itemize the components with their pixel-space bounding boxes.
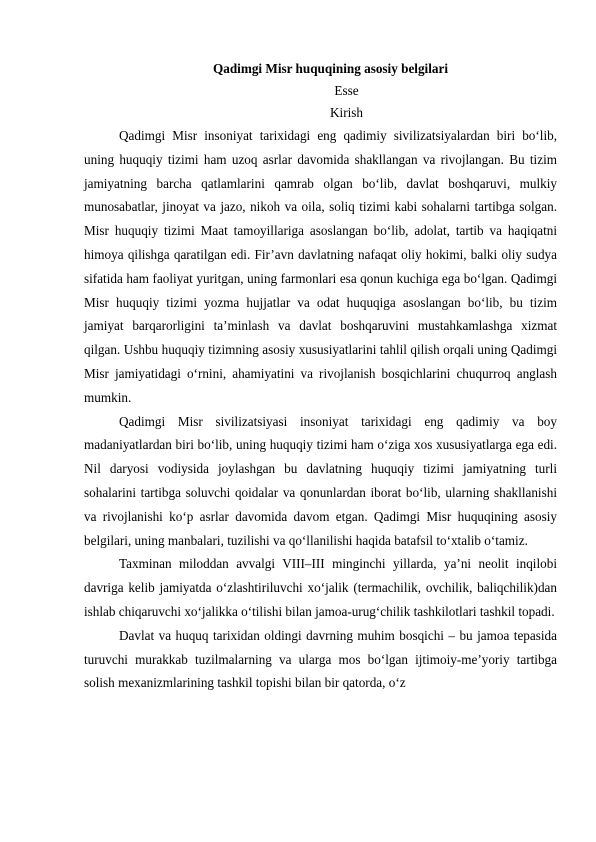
section-heading: Kirish [330,105,363,120]
paragraph: Qadimgi Misr sivilizatsiyasi insoniyat tarixidagi eng qadimiy va boy madaniyatlardan biri bo‘lib, uning huquqiy tizimi ham o‘ziga xos xususiyatlarga ega edi. Nil daryosi vodiysida joylashgan bu davlatning huquqiy tizimi jamiyatning turli sohalarini tartibga soluvchi qoidalar va qonunlardan iborat bo‘lib, ularning shakllanishi va rivojlanishi ko‘p asrlar davomida davom etgan. Qadimgi Misr huquqining asosiy belgilari, uning manbalari, tuzilishi va qo‘llanilishi haqida batafsil to‘xtalib o‘tamiz. [84,413,557,548]
document-genre: Esse [334,83,359,98]
paragraph: Qadimgi Misr insoniyat tarixidagi eng qadimiy sivilizatsiyalardan biri bo‘lib, uning huquqiy tizimi ham uzoq asrlar davomida shakllangan va rivojlangan. Bu tizim jamiyatning barcha qatlamlarini qamrab olgan bo‘lib, davlat boshqaruvi, mulkiy munosabatlar, jinoyat va jazo, nikoh va oila, soliq tizimi kabi sohalarni tartibga solgan. Misr huquqiy tizimi Maat tamoyillariga asoslangan bo‘lib, adolat, tartib va haqiqatni himoya qilishga qaratilgan edi. Fir’avn davlatning nafaqat oliy hokimi, balki oliy sudya sifatida ham faoliyat yuritgan, uning farmonlari esa qonun kuchiga ega bo‘lgan. Qadimgi Misr huquqiy tizimi yozma hujjatlar va odat huquqiga asoslangan bo‘lib, bu tizim jamiyat barqarorligini ta’minlash va davlat boshqaruvini mustahkamlashga xizmat qilgan. Ushbu huquqiy tizimning asosiy xususiyatlarini tahlil qilish orqali uning Qadimgi Misr jamiyatidagi o‘rnini, ahamiyatini va rivojlanish bosqichlarini chuqurroq anglash mumkin. [84,128,557,405]
paragraph: Davlat va huquq tarixidan oldingi davrning muhim bosqichi – bu jamoa tepasida turuvchi murakkab tuzilmalarning va ularga mos bo‘lgan ijtimoiy-me’yoriy tartibga solish mexanizmlarining tashkil topishi bilan bir qatorda, o‘z [84,627,557,691]
document-page [84,58,557,695]
paragraph: Taxminan miloddan avvalgi VIII–III minginchi yillarda, ya’ni neolit inqilobi davriga kelib jamiyatda o‘zlashtiriluvchi xo‘jalik (termachilik, ovchilik, baliqchilik)dan ishlab chiqaruvchi xo‘jalikka o‘tilishi bilan jamoa-urug‘chilik tashkilotlari tashkil topadi. [84,556,557,619]
document-title: Qadimgi Misr huquqining asosiy belgilari [213,61,448,76]
